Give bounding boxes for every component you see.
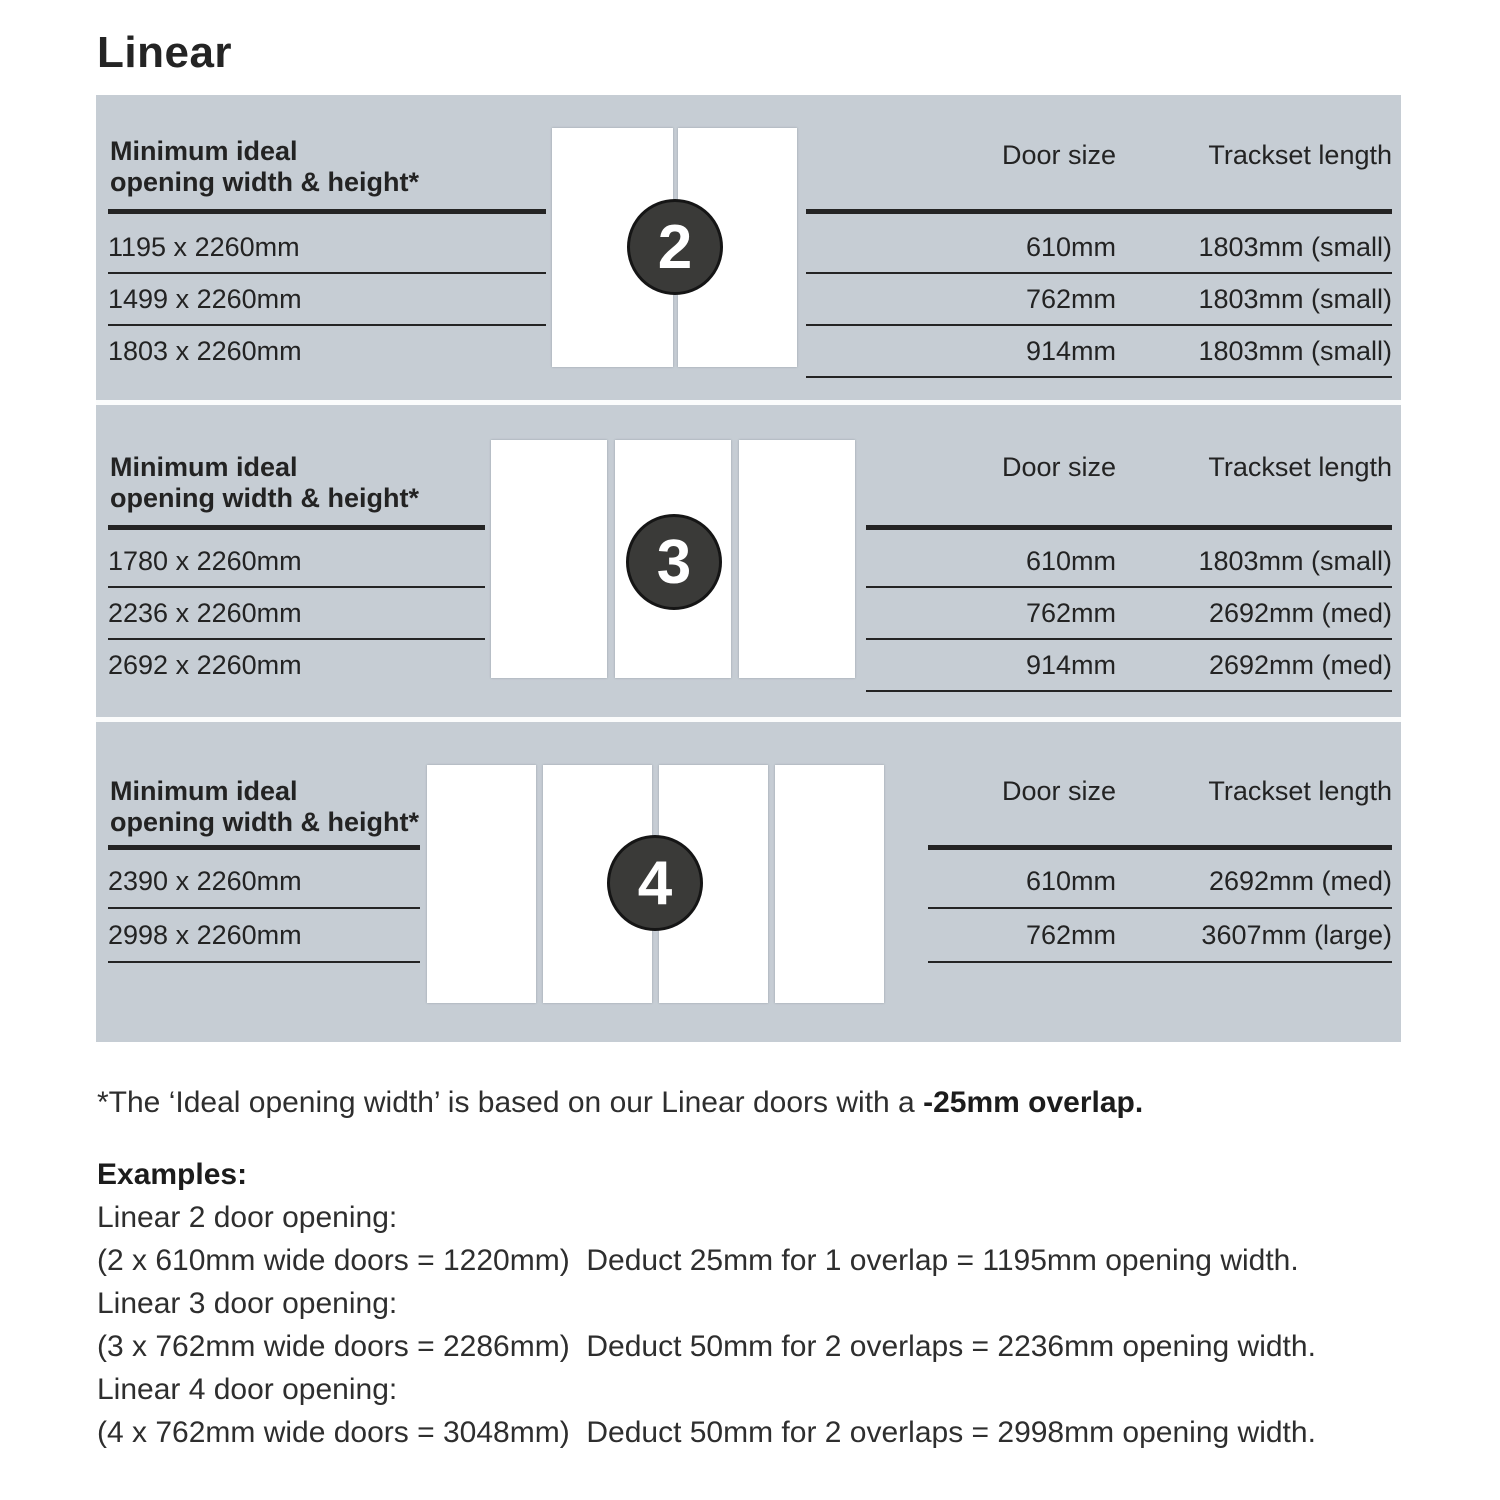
examples-heading: Examples:: [97, 1158, 248, 1191]
trackset-value: 2692mm (med): [1208, 865, 1392, 896]
door-size-table: [806, 140, 1392, 378]
header-rule: [866, 525, 1392, 530]
table-row: 2390 x 2260mm: [108, 855, 420, 909]
door-size-value: 610mm: [1025, 231, 1116, 262]
min-opening-table: [108, 855, 420, 963]
table-body: [866, 536, 1392, 692]
door-count-badge: 4: [607, 835, 703, 931]
min-opening-header-line1: Minimum ideal: [110, 136, 298, 166]
trackset-value: 1803mm (small): [1198, 545, 1392, 576]
table-row: [806, 222, 1392, 274]
door-panel: [775, 765, 884, 1003]
min-opening-header-line1: Minimum ideal: [110, 452, 298, 482]
trackset-value: 1803mm (small): [1198, 231, 1392, 262]
page-title: Linear: [97, 28, 233, 77]
example-line: Linear 2 door opening:: [97, 1201, 398, 1234]
section-divider: [96, 400, 1401, 405]
door-size-table: [866, 452, 1392, 692]
min-opening-header-line2: opening width & height*: [110, 167, 419, 197]
section-divider: [96, 717, 1401, 722]
door-size-value: 610mm: [1025, 865, 1116, 896]
min-opening-header-line1: Minimum ideal: [110, 776, 298, 806]
min-opening-header: [110, 776, 419, 838]
table-row: 2998 x 2260mm: [108, 909, 420, 963]
trackset-column-header: Trackset length: [1208, 776, 1392, 806]
table-header-row: [866, 452, 1392, 525]
table-body: [806, 222, 1392, 378]
table-header-row: [928, 776, 1392, 845]
example-line: (3 x 762mm wide doors = 2286mm) Deduct 50mm for 2 overlaps = 2236mm opening width.: [97, 1330, 1316, 1363]
header-rule: [108, 845, 420, 850]
min-opening-table: [108, 536, 485, 690]
door-size-value: 762mm: [1025, 919, 1116, 950]
door-count-badge: 2: [627, 199, 723, 295]
trackset-value: 2692mm (med): [1208, 649, 1392, 680]
door-size-value: 610mm: [1025, 545, 1116, 576]
door-panel: [739, 440, 855, 678]
door-size-value: 762mm: [1025, 597, 1116, 628]
trackset-column-header: Trackset length: [1208, 452, 1392, 482]
table-row: 1195 x 2260mm: [108, 222, 546, 274]
table-row: [866, 640, 1392, 692]
example-line: Linear 4 door opening:: [97, 1373, 398, 1406]
door-size-column-header: Door size: [1001, 452, 1116, 482]
table-row: 1499 x 2260mm: [108, 274, 546, 326]
min-opening-header-line2: opening width & height*: [110, 807, 419, 837]
table-row: [866, 536, 1392, 588]
footnote-bold: -25mm overlap.: [923, 1086, 1144, 1119]
example-line: Linear 3 door opening:: [97, 1287, 398, 1320]
door-panel: [491, 440, 607, 678]
example-line: (4 x 762mm wide doors = 3048mm) Deduct 50mm for 2 overlaps = 2998mm opening width.: [97, 1416, 1316, 1449]
table-header-row: [806, 140, 1392, 209]
trackset-value: 2692mm (med): [1208, 597, 1392, 628]
trackset-column-header: Trackset length: [1208, 140, 1392, 170]
table-row: 1803 x 2260mm: [108, 335, 302, 366]
door-size-value: 914mm: [1025, 335, 1116, 366]
door-size-value: 762mm: [1025, 283, 1116, 314]
door-count-badge: 3: [626, 514, 722, 610]
example-line: (2 x 610mm wide doors = 1220mm) Deduct 25mm for 1 overlap = 1195mm opening width.: [97, 1244, 1299, 1277]
footnote: [97, 1086, 1143, 1120]
table-row: [806, 274, 1392, 326]
min-opening-header-line2: opening width & height*: [110, 483, 419, 513]
footnote-text: *The ‘Ideal opening width’ is based on our Linear doors with a: [97, 1086, 924, 1119]
door-panel: [427, 765, 536, 1003]
table-body: [928, 855, 1392, 963]
table-row: [928, 909, 1392, 963]
trackset-value: 1803mm (small): [1198, 335, 1392, 366]
min-opening-header: [110, 136, 419, 198]
examples-list: [97, 1196, 1316, 1454]
door-size-value: 914mm: [1025, 649, 1116, 680]
trackset-value: 1803mm (small): [1198, 283, 1392, 314]
table-row: 1780 x 2260mm: [108, 536, 485, 588]
door-size-table: [928, 776, 1392, 963]
header-rule: [108, 525, 485, 530]
min-opening-table: [108, 222, 546, 376]
table-row: 2236 x 2260mm: [108, 588, 485, 640]
min-opening-header: [110, 452, 419, 514]
trackset-value: 3607mm (large): [1201, 919, 1392, 950]
door-size-column-header: Door size: [1001, 140, 1116, 170]
header-rule: [108, 209, 546, 214]
header-rule: [928, 845, 1392, 850]
table-row: [806, 326, 1392, 378]
door-size-column-header: Door size: [1001, 776, 1116, 806]
table-row: [866, 588, 1392, 640]
table-row: [928, 855, 1392, 909]
table-row: 2692 x 2260mm: [108, 649, 302, 680]
header-rule: [806, 209, 1392, 214]
